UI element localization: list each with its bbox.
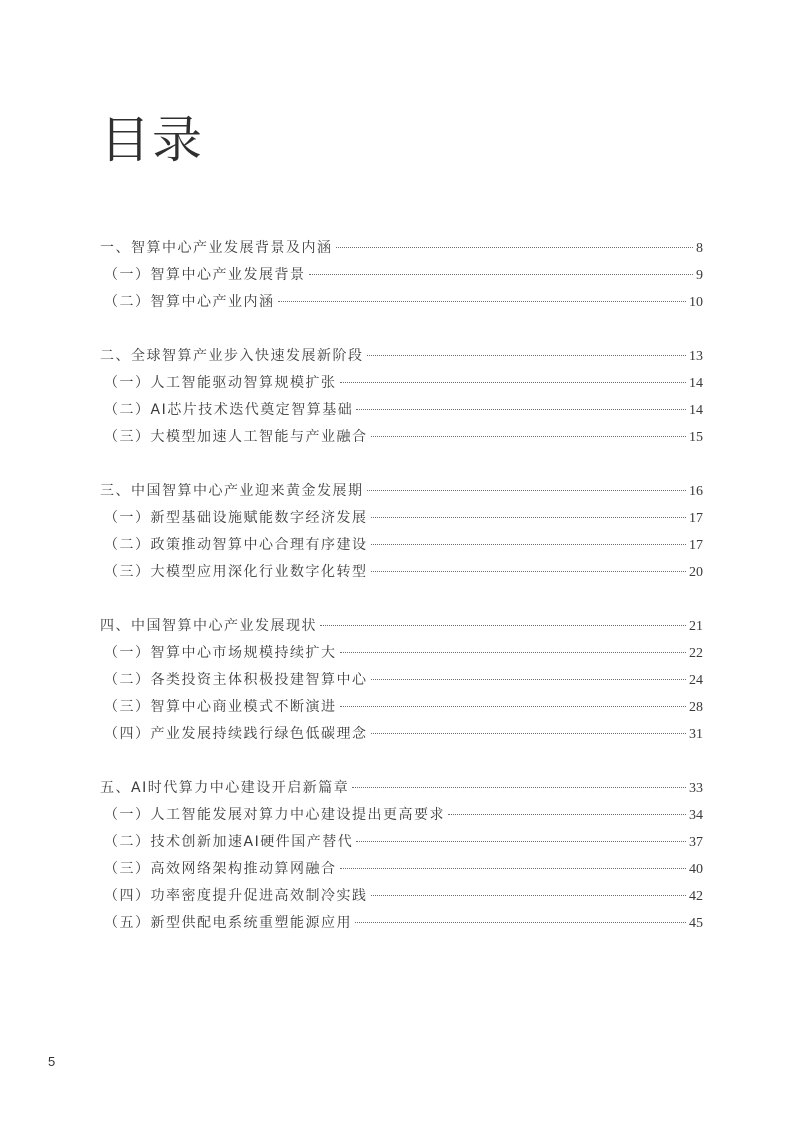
toc-subsection-entry[interactable]	[100, 289, 703, 316]
toc-entry-page: 24	[689, 673, 703, 688]
toc-entry-page: 34	[689, 808, 703, 823]
toc-entry-label: （二）各类投资主体积极投建智算中心	[104, 672, 368, 688]
toc-subsection-entry[interactable]	[100, 262, 703, 289]
toc-section	[100, 235, 703, 316]
dot-leader	[367, 490, 687, 491]
toc-section	[100, 478, 703, 586]
dot-leader	[340, 382, 687, 383]
toc-entry-page: 45	[689, 916, 703, 931]
toc-entry-label: （二）智算中心产业内涵	[104, 294, 275, 310]
toc-entry-label: 一、智算中心产业发展背景及内涵	[100, 240, 333, 256]
toc-entry-page: 42	[689, 889, 703, 904]
toc-entry-label: （三）高效网络架构推动算网融合	[104, 861, 337, 877]
toc-entry-label: （一）新型基础设施赋能数字经济发展	[104, 510, 368, 526]
page-title: 目录	[100, 111, 204, 169]
toc-subsection-entry[interactable]	[100, 856, 703, 883]
toc-entry-label: （三）智算中心商业模式不断演进	[104, 699, 337, 715]
toc-entry-label: （一）智算中心产业发展背景	[104, 267, 306, 283]
toc-subsection-entry[interactable]	[100, 370, 703, 397]
toc-chapter-entry[interactable]	[100, 235, 703, 262]
toc-subsection-entry[interactable]	[100, 424, 703, 451]
page-number: 5	[48, 1054, 56, 1069]
dot-leader	[340, 652, 687, 653]
toc-entry-page: 16	[689, 484, 703, 499]
dot-leader	[371, 517, 687, 518]
toc-entry-page: 9	[696, 268, 703, 283]
toc-entry-page: 21	[689, 619, 703, 634]
toc-entry-label: 二、全球智算产业步入快速发展新阶段	[100, 348, 364, 364]
toc-entry-page: 20	[689, 565, 703, 580]
toc-subsection-entry[interactable]	[100, 829, 703, 856]
toc-entry-label: （三）大模型加速人工智能与产业融合	[104, 429, 368, 445]
toc-entry-page: 40	[689, 862, 703, 877]
toc-subsection-entry[interactable]	[100, 883, 703, 910]
dot-leader	[371, 436, 687, 437]
toc-subsection-entry[interactable]	[100, 667, 703, 694]
dot-leader	[371, 679, 687, 680]
toc-entry-page: 17	[689, 538, 703, 553]
toc-entry-label: （五）新型供配电系统重塑能源应用	[104, 915, 352, 931]
toc-subsection-entry[interactable]	[100, 559, 703, 586]
toc-entry-page: 28	[689, 700, 703, 715]
toc-section	[100, 775, 703, 937]
toc-subsection-entry[interactable]	[100, 694, 703, 721]
toc-entry-page: 14	[689, 376, 703, 391]
toc-entry-page: 10	[689, 295, 703, 310]
toc-entry-page: 15	[689, 430, 703, 445]
toc-chapter-entry[interactable]	[100, 775, 703, 802]
toc-entry-label: 五、AI时代算力中心建设开启新篇章	[100, 780, 350, 796]
dot-leader	[367, 355, 687, 356]
toc-entry-label: （二）AI芯片技术迭代奠定智算基础	[104, 402, 354, 418]
toc-subsection-entry[interactable]	[100, 505, 703, 532]
toc-entry-label: （三）大模型应用深化行业数字化转型	[104, 564, 368, 580]
dot-leader	[355, 922, 686, 923]
toc-entry-label: （四）产业发展持续践行绿色低碳理念	[104, 726, 368, 742]
toc-entry-page: 8	[696, 241, 703, 256]
toc-subsection-entry[interactable]	[100, 721, 703, 748]
dot-leader	[371, 733, 687, 734]
dot-leader	[320, 625, 686, 626]
toc-entry-page: 31	[689, 727, 703, 742]
toc-subsection-entry[interactable]	[100, 640, 703, 667]
dot-leader	[309, 274, 694, 275]
dot-leader	[340, 706, 687, 707]
toc-chapter-entry[interactable]	[100, 478, 703, 505]
toc-section	[100, 343, 703, 451]
dot-leader	[371, 571, 687, 572]
toc-entry-page: 17	[689, 511, 703, 526]
dot-leader	[336, 247, 694, 248]
dot-leader	[278, 301, 687, 302]
dot-leader	[352, 787, 686, 788]
toc-entry-page: 13	[689, 349, 703, 364]
toc-entry-label: （一）智算中心市场规模持续扩大	[104, 645, 337, 661]
toc-entry-page: 37	[689, 835, 703, 850]
toc-subsection-entry[interactable]	[100, 802, 703, 829]
toc-entry-page: 33	[689, 781, 703, 796]
toc-section	[100, 613, 703, 748]
dot-leader	[371, 895, 687, 896]
toc-entry-label: 三、中国智算中心产业迎来黄金发展期	[100, 483, 364, 499]
table-of-contents	[100, 235, 703, 964]
toc-entry-label: （一）人工智能发展对算力中心建设提出更高要求	[104, 807, 445, 823]
toc-subsection-entry[interactable]	[100, 532, 703, 559]
toc-entry-label: （一）人工智能驱动智算规模扩张	[104, 375, 337, 391]
toc-subsection-entry[interactable]	[100, 910, 703, 937]
dot-leader	[340, 868, 687, 869]
dot-leader	[371, 544, 687, 545]
toc-entry-page: 22	[689, 646, 703, 661]
toc-entry-label: （二）政策推动智算中心合理有序建设	[104, 537, 368, 553]
dot-leader	[356, 841, 686, 842]
toc-entry-page: 14	[689, 403, 703, 418]
toc-subsection-entry[interactable]	[100, 397, 703, 424]
toc-chapter-entry[interactable]	[100, 613, 703, 640]
toc-entry-label: 四、中国智算中心产业发展现状	[100, 618, 317, 634]
dot-leader	[448, 814, 686, 815]
dot-leader	[356, 409, 686, 410]
toc-entry-label: （二）技术创新加速AI硬件国产替代	[104, 834, 354, 850]
toc-chapter-entry[interactable]	[100, 343, 703, 370]
toc-entry-label: （四）功率密度提升促进高效制冷实践	[104, 888, 368, 904]
